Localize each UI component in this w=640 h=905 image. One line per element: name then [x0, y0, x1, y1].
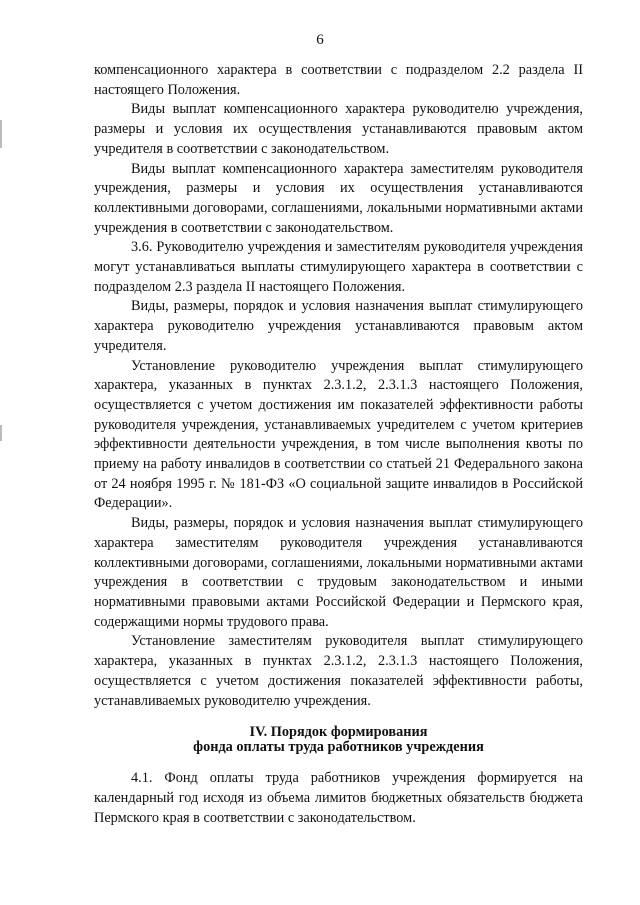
scan-edge-mark	[0, 120, 2, 148]
paragraph: Установление руководителю учреждения выплат стимулирующего характера, указанных в пунктах 2.3.1.2, 2.3.1.3 настоящего Положения, осуществляется с учетом достижения им показателей эффективности работы руководителя учреждения, устанавливаемых учредителем с учетом критериев эффективности деятельности учреждения, в том числе выполнения квоты по приему на работу инвалидов в соответствии со статьей 21 Федерального закона от 24 ноября 1995 г. № 181-ФЗ «О социальной защите инвалидов в Российской Федерации».	[94, 357, 583, 512]
paragraph: Виды выплат компенсационного характера заместителям руководителя учреждения, размеры и условия их осуществления устанавливаются коллективными договорами, соглашениями, локальными нормативными актами учреждения в соответствии с законодательством.	[94, 160, 583, 236]
document-body	[94, 61, 583, 828]
paragraphs-after-heading	[94, 769, 583, 828]
section-heading	[94, 725, 583, 755]
page-number: 6	[316, 32, 324, 48]
paragraph: 4.1. Фонд оплаты труда работников учреждения формируется на календарный год исходя из объема лимитов бюджетных обязательств бюджета Пермского края в соответствии с законодательством.	[94, 770, 583, 826]
section-heading-line-2: фонда оплаты труда работников учреждения	[193, 739, 484, 756]
paragraph: Виды, размеры, порядок и условия назначения выплат стимулирующего характера руководителю учреждения устанавливаются правовым актом учредителя.	[94, 298, 583, 354]
paragraph: Виды выплат компенсационного характера руководителю учреждения, размеры и условия их осуществления устанавливаются правовым актом учредителя в соответствии с законодательством.	[94, 101, 583, 157]
paragraph: компенсационного характера в соответствии с подразделом 2.2 раздела II настоящего Положения.	[94, 62, 583, 98]
paragraphs-before-heading	[94, 61, 583, 711]
paragraph: 3.6. Руководителю учреждения и заместителям руководителя учреждения могут устанавливаться выплаты стимулирующего характера в соответствии с подразделом 2.3 раздела II настоящего Положения.	[94, 239, 583, 295]
paragraph: Виды, размеры, порядок и условия назначения выплат стимулирующего характера заместителям руководителя учреждения устанавливаются коллективными договорами, соглашениями, локальными нормативными актами учреждения в соответствии с трудовым законодательством и иными нормативными правовыми актами Российской Федерации и Пермского края, содержащими нормы трудового права.	[94, 515, 583, 630]
scan-edge-mark	[0, 425, 2, 441]
section-heading-line-1: IV. Порядок формирования	[249, 724, 428, 741]
paragraph: Установление заместителям руководителя выплат стимулирующего характера, указанных в пунктах 2.3.1.2, 2.3.1.3 настоящего Положения, осуществляется с учетом достижения показателей эффективности работы, устанавливаемых руководителю учреждения.	[94, 633, 583, 709]
